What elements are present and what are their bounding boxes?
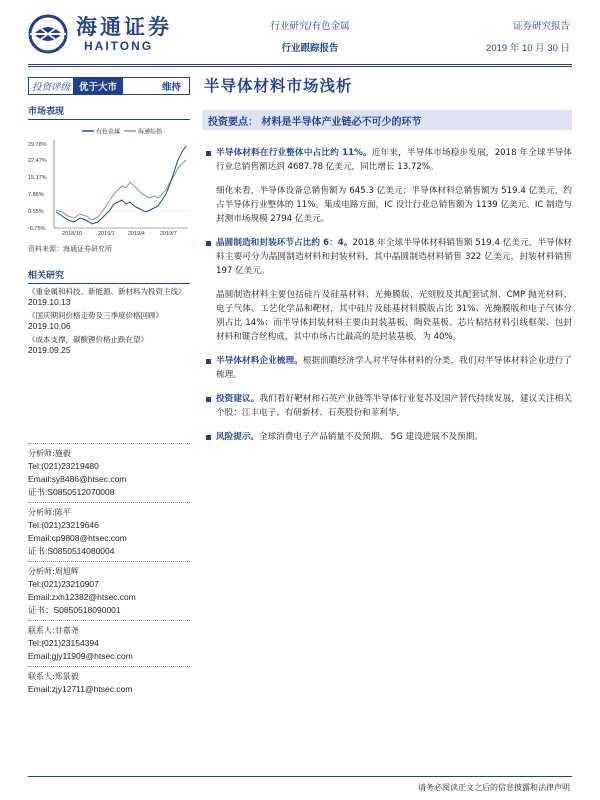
bullet-paragraph-3 [204, 236, 572, 278]
report-type: 行业跟踪报告 [281, 43, 339, 54]
series-line-sector [56, 146, 186, 224]
bullet-paragraph-6 [204, 392, 572, 420]
rating-status: 维持 [161, 82, 181, 93]
bullet-lead: 投资建议。 [216, 394, 260, 404]
report-title: 半导体材料市场浅析 [204, 77, 353, 95]
related-research-heading: 相关研究 [28, 268, 190, 284]
contact-card [28, 666, 190, 699]
footer-divider [28, 776, 572, 777]
related-date: 2019.09.25 [28, 345, 71, 355]
analyst-name: 分析师:施毅 [28, 449, 71, 458]
key-points-heading: 投资要点： 材料是半导体产业链必不可少的环节 [202, 110, 572, 130]
bullet-paragraph-5 [204, 354, 572, 382]
analyst-tel: Tel:(021)23210907 [28, 579, 99, 589]
market-performance-heading: 市场表现 [28, 104, 190, 120]
bullet-paragraph-7 [204, 430, 572, 444]
x-tick-label: 2018/10 [62, 231, 82, 236]
bullet-text: 2018 年全球半导体材料销售额 519.4 亿美元，半导体材料主要可分为晶圆制造材料和封装材料，其中晶圆制造材料销售 322 亿美元，封装材料销售 197 亿美元。 [216, 238, 573, 276]
contact-email[interactable]: Email:zjy12711@htsec.com [28, 684, 133, 694]
investment-rating-box [28, 77, 190, 95]
x-tick-label: 2019/4 [128, 231, 145, 236]
contact-name: 联系人:郑景毅 [28, 672, 79, 681]
contact-email[interactable]: Email:gjy11909@htsec.com [28, 651, 133, 661]
company-logo [26, 14, 172, 54]
report-body [204, 146, 572, 444]
bullet-lead: 晶圆制造和封装环节占比约 6：4。 [216, 238, 353, 248]
related-research-item[interactable] [28, 310, 190, 332]
analyst-email[interactable]: Email:cp9808@htsec.com [28, 533, 127, 543]
analyst-tel: Tel:(021)23219480 [28, 461, 99, 471]
analyst-email[interactable]: Email:zxh12382@htsec.com [28, 592, 136, 602]
doc-type: 证券研究报告 [512, 21, 570, 32]
analyst-cert: 证书:S0850514080004 [28, 546, 115, 556]
bullet-lead: 风险提示。 [216, 432, 259, 442]
contact-card [28, 620, 190, 666]
paragraph-4: 晶圆制造材料主要包括硅片及硅基材料、光掩膜版、光刻胶及其配套试剂、CMP 抛光材料、电子气体、工艺化学品和靶材，其中硅片及硅基材料膜版占比 31%、光掩膜版和电子气体分别占比 14%；而半导体封装材料主要由封装基板、陶瓷基板、芯片粘结材料引线框架、包封材料和键合丝构成，其中市场占比最高的是封装基板，为 40%。 [216, 290, 572, 342]
paragraph-2: 细化来看，半导体设备总销售额为 645.3 亿美元；半导体材料总销售额为 519.4 亿美元，约占半导体行业整体的 11%。集成电路方面，IC 设计行业总销售额为 1139 亿美元、IC 制造与封测市场规模 2794 亿美元。 [216, 186, 572, 224]
logo-english-name: HAITONG [84, 39, 154, 53]
market-performance-chart [28, 124, 190, 236]
contact-name: 联系人:甘嘉尧 [28, 626, 79, 635]
legend-label-series-2: 海通综指 [138, 128, 163, 136]
chart-source: 资料来源：海通证券研究所 [28, 245, 112, 253]
bullet-text: 根据前瞻经济学人对半导体材料的分类，我们对半导体材料企业进行了梳理。 [216, 356, 572, 380]
related-title[interactable]: 《成本支撑，碳酸锂价格止跌在望》 [28, 335, 148, 344]
y-tick-label: 29.78% [28, 142, 47, 148]
analyst-card [28, 561, 190, 620]
header-right [486, 20, 570, 56]
related-title[interactable]: 《重金属和科技、新能源、新材料为投资主线》 [28, 287, 186, 296]
report-date: 2019 年 10 月 30 日 [486, 43, 570, 54]
y-tick-label: 0.55% [28, 209, 44, 215]
header-center [250, 20, 370, 56]
analyst-cert: 证书:S0850512070008 [28, 487, 115, 497]
bullet-lead: 半导体材料企业梳理。 [216, 356, 303, 366]
bullet-paragraph-1 [204, 146, 572, 174]
analyst-cert: 证书：S0850518090001 [28, 605, 121, 615]
y-tick-label: 22.47% [28, 158, 47, 164]
related-research-item[interactable] [28, 286, 190, 308]
x-tick-label: 2019/1 [98, 231, 115, 236]
header-divider-secondary [28, 66, 572, 67]
contact-tel: Tel:(021)23154394 [28, 638, 99, 648]
related-research [28, 268, 190, 356]
related-research-item[interactable] [28, 334, 190, 356]
report-category: 行业研究/有色金属 [270, 21, 350, 32]
haitong-logo-icon [26, 14, 70, 54]
legend-label-series-1: 有色金属 [96, 128, 121, 136]
y-tick-label: 7.86% [28, 192, 44, 198]
analyst-tel: Tel:(021)23219646 [28, 520, 99, 530]
bullet-text: 全球消费电子产品销量不及预期、 5G 建设进展不及预期。 [258, 432, 483, 442]
rating-label: 投资评级 [32, 82, 71, 93]
y-tick-label: 15.17% [28, 175, 47, 181]
analyst-name: 分析师:陈平 [28, 508, 71, 517]
analyst-card [28, 443, 190, 502]
bullet-text: 我们看好靶材和石英产业链等半导体行业复苏及国产替代持续发展，建议关注相关个股：江丰电子、有研新材、石英股份和菲利华。 [216, 394, 572, 418]
rating-value: 优于大市 [73, 78, 123, 94]
disclaimer-note: 请务必阅读正文之后的信息披露和法律声明 [418, 783, 570, 792]
left-sidebar [28, 104, 190, 356]
logo-chinese-name: 海通证券 [76, 14, 172, 39]
bullet-lead: 半导体材料在行业整体中占比约 11%。 [216, 148, 372, 158]
y-tick-label: -6.75% [28, 226, 46, 232]
x-tick-label: 2019/7 [160, 231, 177, 236]
analyst-email[interactable]: Email:sy8486@htsec.com [28, 474, 127, 484]
related-date: 2019.10.06 [28, 321, 71, 331]
line-chart [28, 124, 190, 236]
analyst-card [28, 502, 190, 561]
header-divider [28, 64, 572, 65]
bullet-text: 近年来，半导体市场稳步发展，2018 年全球半导体行业总销售额达到 4687.78 亿美元，同比增长 13.72%。 [216, 148, 573, 172]
analyst-contacts [28, 443, 190, 699]
related-title[interactable]: 《国庆期间价格走势及三季度价格回顾》 [28, 311, 163, 320]
analyst-name: 分析师:周旭辉 [28, 567, 79, 576]
related-date: 2019.10.13 [28, 297, 71, 307]
